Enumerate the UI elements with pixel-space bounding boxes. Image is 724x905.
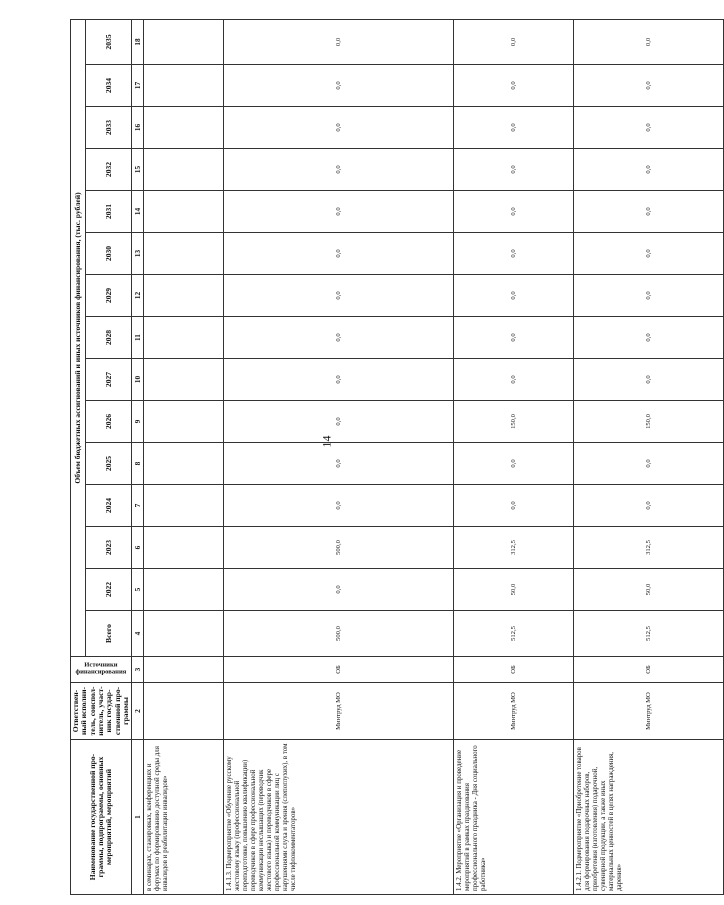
column-index: 7: [132, 485, 144, 527]
header-year: 2029: [86, 275, 132, 317]
rotated-table-container: [70, 20, 653, 895]
header-year: 2033: [86, 107, 132, 149]
header-year: 2034: [86, 65, 132, 107]
column-index: 4: [132, 611, 144, 657]
source-cell: ОБ: [574, 657, 724, 683]
header-program-name: Наименование государственной про-граммы, подпрограммы, основных мероприятий, мероприятий: [71, 740, 132, 895]
year-value-cell: 0,0: [574, 107, 724, 149]
year-value-cell: 0,0: [224, 233, 454, 275]
year-value-cell: 0,0: [224, 317, 454, 359]
table-row: [144, 19, 224, 894]
year-value-cell: 0,0: [224, 401, 454, 443]
program-name-cell: 1.4.1.3. Подмероприятие «Обучение русскому жестовому языку (профессиональной переподготовке, повышению квалификации) переводчиков в сфере профессиональной коммуникации неслышащих (переводчик жестового языка) и переводчиков в сфере профессиональной коммуникации лиц с нарушениями слуха и зрения (слепоглухих), в том числе тифлокомментаторов»: [224, 740, 454, 895]
program-name-cell: 1.4.2. Мероприятие «Организация и проведение мероприятий в рамках празднования профессионального праздника - Дня социального работника»: [454, 740, 574, 895]
year-value-cell: [144, 359, 224, 401]
year-value-cell: 150,0: [454, 401, 574, 443]
header-year: 2028: [86, 317, 132, 359]
year-value-cell: 0,0: [574, 19, 724, 64]
header-year: 2030: [86, 233, 132, 275]
year-value-cell: 0,0: [454, 191, 574, 233]
year-value-cell: 0,0: [224, 359, 454, 401]
year-value-cell: [144, 401, 224, 443]
table-row: [224, 19, 454, 894]
year-value-cell: 500,0: [224, 527, 454, 569]
year-value-cell: [144, 149, 224, 191]
header-year: 2024: [86, 485, 132, 527]
column-index: 15: [132, 149, 144, 191]
header-funding-source: Источники финансирования: [71, 657, 132, 683]
year-value-cell: 0,0: [224, 191, 454, 233]
column-index: 2: [132, 683, 144, 740]
column-index: 17: [132, 65, 144, 107]
executor-cell: Минтруд МО: [454, 683, 574, 740]
total-cell: 500,0: [224, 611, 454, 657]
column-index: 6: [132, 527, 144, 569]
year-value-cell: 0,0: [224, 19, 454, 64]
header-funding-title: Объем бюджетных ассигнований и иных источников финансирования, (тыс. рублей): [71, 19, 86, 656]
year-value-cell: 0,0: [574, 275, 724, 317]
program-name-cell: 1.4.2.1. Подмероприятие «Приобретение товаров для формирования подарочных наборов, приобретения (изготовления) подарочной, сувенирной продукции, а также иных материальных ценностей в целях награждения, дарения»: [574, 740, 724, 895]
header-year: 2026: [86, 401, 132, 443]
year-value-cell: 50,0: [454, 569, 574, 611]
total-cell: [144, 611, 224, 657]
column-index: 1: [132, 740, 144, 895]
column-index: 13: [132, 233, 144, 275]
year-value-cell: 312,5: [454, 527, 574, 569]
year-value-cell: 150,0: [574, 401, 724, 443]
year-value-cell: [144, 191, 224, 233]
header-year: 2025: [86, 443, 132, 485]
year-value-cell: 0,0: [574, 149, 724, 191]
column-index: 14: [132, 191, 144, 233]
year-value-cell: 0,0: [454, 65, 574, 107]
year-value-cell: 0,0: [454, 359, 574, 401]
year-value-cell: 0,0: [224, 65, 454, 107]
source-cell: ОБ: [454, 657, 574, 683]
executor-cell: [144, 683, 224, 740]
year-value-cell: 0,0: [454, 107, 574, 149]
header-year: 2027: [86, 359, 132, 401]
column-index: 9: [132, 401, 144, 443]
total-cell: 512,5: [574, 611, 724, 657]
year-value-cell: 0,0: [454, 233, 574, 275]
header-year: 2032: [86, 149, 132, 191]
header-year: 2035: [86, 19, 132, 64]
column-index: 3: [132, 657, 144, 683]
year-value-cell: [144, 443, 224, 485]
total-cell: 512,5: [454, 611, 574, 657]
year-value-cell: 0,0: [574, 443, 724, 485]
header-year: 2031: [86, 191, 132, 233]
year-value-cell: [144, 107, 224, 149]
header-executor: Ответствен-ный исполни-тель, соиспол-нитель, участ-ник государ-ственной про-граммы: [71, 683, 132, 740]
year-value-cell: 0,0: [454, 317, 574, 359]
table-row: [454, 19, 574, 894]
financing-table: [70, 19, 724, 895]
year-value-cell: 0,0: [574, 233, 724, 275]
year-value-cell: 0,0: [224, 569, 454, 611]
year-value-cell: [144, 65, 224, 107]
column-index: 18: [132, 19, 144, 64]
year-value-cell: 312,5: [574, 527, 724, 569]
year-value-cell: 0,0: [224, 485, 454, 527]
header-total: Всего: [86, 611, 132, 657]
year-value-cell: 0,0: [574, 317, 724, 359]
year-value-cell: 0,0: [454, 275, 574, 317]
source-cell: ОБ: [224, 657, 454, 683]
year-value-cell: 0,0: [454, 149, 574, 191]
program-name-cell: в семинарах, стажировках, конференциях и форумах по формированию доступной среды для инвалидов и реабилитации инвалидов»: [144, 740, 224, 895]
year-value-cell: [144, 19, 224, 64]
table-row: [574, 19, 724, 894]
header-year: 2023: [86, 527, 132, 569]
executor-cell: Минтруд МО: [574, 683, 724, 740]
year-value-cell: 0,0: [574, 485, 724, 527]
page-number: 14: [319, 435, 334, 448]
year-value-cell: 0,0: [224, 443, 454, 485]
year-value-cell: [144, 317, 224, 359]
year-value-cell: [144, 527, 224, 569]
year-value-cell: 0,0: [224, 107, 454, 149]
year-value-cell: 50,0: [574, 569, 724, 611]
header-year: 2022: [86, 569, 132, 611]
column-index: 10: [132, 359, 144, 401]
year-value-cell: 0,0: [574, 359, 724, 401]
source-cell: [144, 657, 224, 683]
year-value-cell: 0,0: [574, 191, 724, 233]
column-index: 5: [132, 569, 144, 611]
year-value-cell: [144, 275, 224, 317]
year-value-cell: 0,0: [454, 19, 574, 64]
year-value-cell: 0,0: [224, 275, 454, 317]
year-value-cell: [144, 485, 224, 527]
column-index: 11: [132, 317, 144, 359]
year-value-cell: 0,0: [224, 149, 454, 191]
year-value-cell: 0,0: [454, 485, 574, 527]
column-index: 16: [132, 107, 144, 149]
year-value-cell: [144, 233, 224, 275]
executor-cell: Минтруд МО: [224, 683, 454, 740]
year-value-cell: [144, 569, 224, 611]
year-value-cell: 0,0: [454, 443, 574, 485]
column-index: 8: [132, 443, 144, 485]
column-index: 12: [132, 275, 144, 317]
year-value-cell: 0,0: [574, 65, 724, 107]
